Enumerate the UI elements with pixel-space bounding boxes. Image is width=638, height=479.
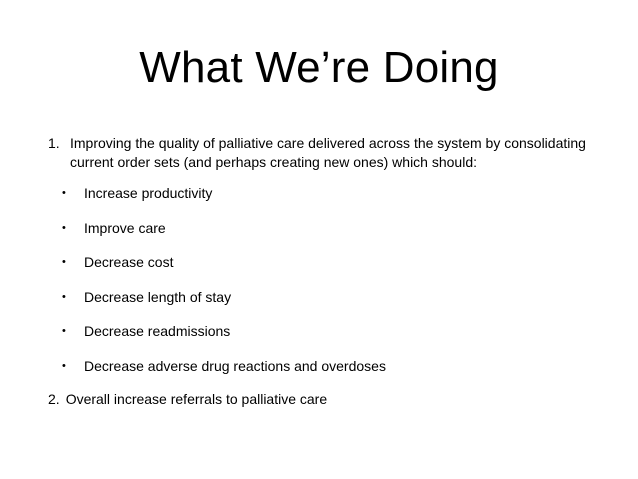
sub-bullet-item xyxy=(62,219,618,238)
sub-bullet-item xyxy=(62,184,618,203)
bullet-icon: • xyxy=(62,221,66,234)
slide-title: What We’re Doing xyxy=(139,43,499,92)
list-item-number: 1. xyxy=(48,135,60,151)
list-item-2 xyxy=(48,390,618,409)
sub-bullet-text: Decrease cost xyxy=(84,254,174,270)
sub-bullet-text: Decrease readmissions xyxy=(84,323,231,339)
bullet-icon: • xyxy=(62,290,66,303)
bullet-icon: • xyxy=(62,359,66,372)
sub-bullet-item xyxy=(62,322,618,341)
bullet-icon: • xyxy=(62,256,66,268)
sub-bullet-text: Improve care xyxy=(84,219,166,236)
sub-bullet-text: Decrease length of stay xyxy=(84,288,232,305)
sub-bullet-text: Increase productivity xyxy=(84,185,213,201)
slide-body xyxy=(48,134,618,409)
bullet-icon: • xyxy=(62,325,66,337)
sub-bullet-list xyxy=(48,184,618,376)
bullet-icon: • xyxy=(62,187,66,199)
sub-bullet-item xyxy=(62,357,618,376)
list-item-text: Improving the quality of palliative care delivered across the system by consolidating current order sets (and perhaps creating new ones) which should: xyxy=(70,135,586,170)
list-item-text: Overall increase referrals to palliative care xyxy=(65,391,328,407)
list-item-1 xyxy=(48,134,618,172)
list-item-number: 2. xyxy=(48,391,60,407)
sub-bullet-item xyxy=(62,288,618,307)
sub-bullet-item xyxy=(62,253,618,272)
sub-bullet-text: Decrease adverse drug reactions and overdoses xyxy=(84,357,386,374)
